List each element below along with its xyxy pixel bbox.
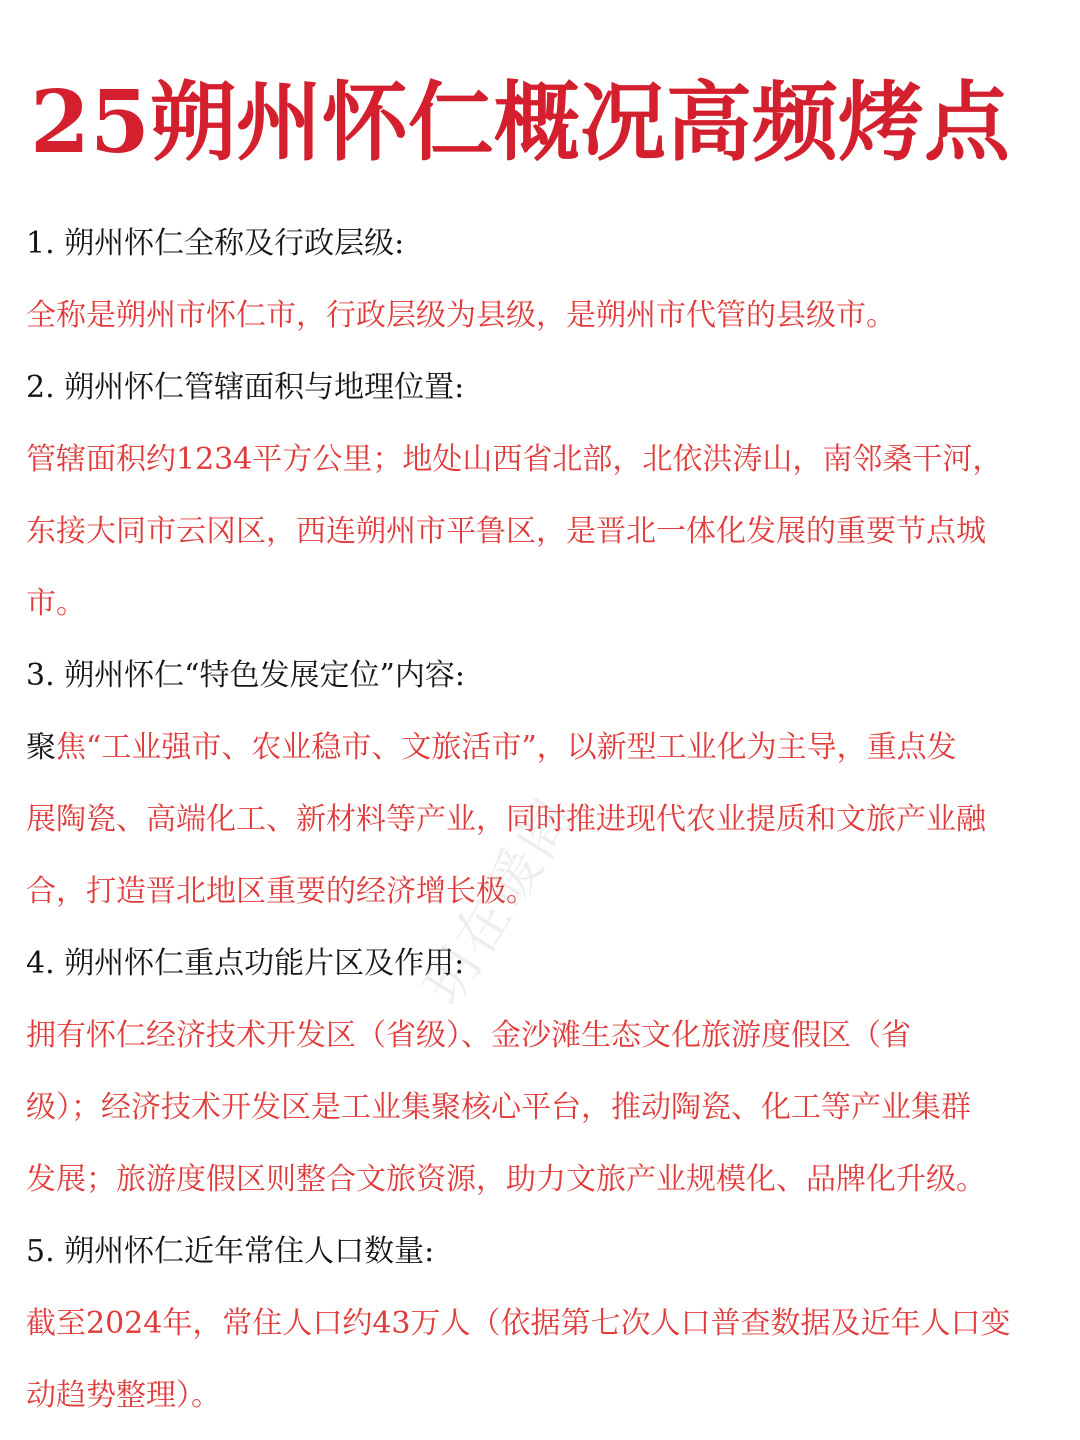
answer-first-char: 聚 <box>26 730 56 765</box>
section-answer <box>26 1000 1054 1216</box>
answer-line: 合，打造晋北地区重要的经济增长极。 <box>26 874 536 909</box>
answer-line: 市。 <box>26 586 86 621</box>
section-heading: 4. 朔州怀仁重点功能片区及作用: <box>26 946 465 981</box>
answer-line: 发展；旅游度假区则整合文旅资源，助力文旅产业规模化、品牌化升级。 <box>26 1162 986 1197</box>
answer-line: 东接大同市云冈区，西连朔州市平鲁区，是晋北一体化发展的重要节点城 <box>26 514 986 549</box>
answer-line: 级）；经济技术开发区是工业集聚核心平台，推动陶瓷、化工等产业集群 <box>26 1090 971 1125</box>
section-heading: 3. 朔州怀仁“特色发展定位”内容: <box>26 658 465 693</box>
section-answer <box>26 280 1054 352</box>
answer-line: 拥有怀仁经济技术开发区（省级）、金沙滩生态文化旅游度假区（省 <box>26 1018 911 1053</box>
answer-line: 展陶瓷、高端化工、新材料等产业，同时推进现代农业提质和文旅产业融 <box>26 802 986 837</box>
article-body <box>26 208 1054 1432</box>
section-5 <box>26 1216 1054 1432</box>
answer-line: 管辖面积约1234平方公里；地处山西省北部，北依洪涛山，南邻桑干河， <box>26 442 1003 477</box>
answer-line: 截至2024年，常住人口约43万人（依据第七次人口普查数据及近年人口变 <box>26 1306 1011 1341</box>
section-heading: 2. 朔州怀仁管辖面积与地理位置: <box>26 370 465 405</box>
section-heading: 1. 朔州怀仁全称及行政层级: <box>26 226 405 261</box>
section-2 <box>26 352 1054 640</box>
answer-line: 动趋势整理）。 <box>26 1378 221 1413</box>
section-answer <box>26 424 1054 640</box>
section-4 <box>26 928 1054 1216</box>
section-heading: 5. 朔州怀仁近年常住人口数量: <box>26 1234 435 1269</box>
section-3 <box>26 640 1054 928</box>
answer-line: 焦“工业强市、农业稳市、文旅活市”，以新型工业化为主导，重点发 <box>56 730 957 765</box>
watermark: 玥在暖阁 <box>411 785 588 1016</box>
answer-line: 全称是朔州市怀仁市，行政层级为县级，是朔州市代管的县级市。 <box>26 298 896 333</box>
section-answer <box>26 712 1054 928</box>
section-answer <box>26 1288 1054 1432</box>
page-title: 25朔州怀仁概况高频烤点 <box>30 72 1010 173</box>
section-1 <box>26 208 1054 352</box>
